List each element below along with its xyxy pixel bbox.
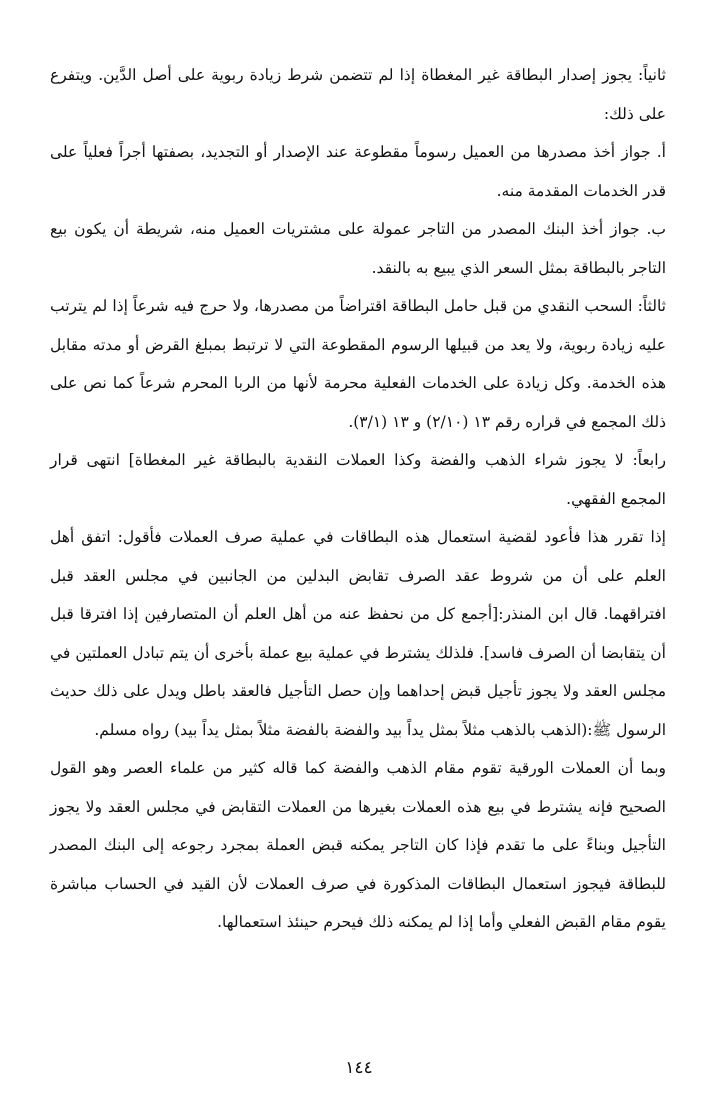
paragraph-third: ثالثاً: السحب النقدي من قبل حامل البطاقة اقتراضاً من مصدرها، ولا حرج فيه شرعاً إذا لم يترتب عليه زيادة ربوية، ولا يعد من قبيلها الرسوم المقطوعة التي لا ترتبط بمبلغ القرض أو مدته مقابل هذه الخدمة. وكل زيادة على الخدمات الفعلية محرمة لأنها من الربا المحرم شرعاً كما نص على ذلك المجمع في قراره رقم ١٣ (٢/١٠) و ١٣ (٣/١). (50, 297, 666, 431)
paragraph-second: ثانياً: يجوز إصدار البطاقة غير المغطاة إذا لم تتضمن شرط زيادة ربوية على أصل الدَّين. ويتفرع على ذلك: (50, 66, 666, 123)
paragraph-conclusion: وبما أن العملات الورقية تقوم مقام الذهب والفضة كما قاله كثير من علماء العصر وهو القول الصحيح فإنه يشترط في بيع هذه العملات بغيرها من العملات التقابض في مجلس العقد ولا يجوز التأجيل وبناءً على ما تقدم فإذا كان التاجر يمكنه قبض العملة بمجرد رجوعه إلى البنك المصدر للبطاقة فيجوز استعمال البطاقات المذكورة في صرف العملات لأن القيد في الحساب مباشرة يقوم مقام القبض الفعلي وأما إذا لم يمكنه ذلك فيحرم حينئذ استعمالها. (50, 759, 666, 931)
paragraph-discussion: إذا تقرر هذا فأعود لقضية استعمال هذه البطاقات في عملية صرف العملات فأقول: اتفق أهل العلم على أن من شروط عقد الصرف تقابض البدلين من الجانبين في مجلس العقد قبل افتراقهما. قال ابن المنذر:[أجمع كل من نحفظ عنه من أهل العلم أن المتصارفين إذا افترقا قبل أن يتقابضا أن الصرف فاسد]. فلذلك يشترط في عملية بيع عملة بأخرى أن يتم تبادل العملتين في مجلس العقد ولا يجوز تأجيل قبض إحداهما وإن حصل التأجيل فالعقد باطل ويدل على ذلك حديث الرسول ﷺ:(الذهب بالذهب مثلاً بمثل يداً بيد والفضة بالفضة مثلاً بمثل يداً بيد) رواه مسلم. (50, 528, 666, 739)
paragraph-fourth: رابعاً: لا يجوز شراء الذهب والفضة وكذا العملات النقدية بالبطاقة غير المغطاة] انتهى قرار المجمع الفقهي. (50, 451, 666, 508)
paragraph-item-a: أ. جواز أخذ مصدرها من العميل رسوماً مقطوعة عند الإصدار أو التجديد، بصفتها أجراً فعلياً على قدر الخدمات المقدمة منه. (50, 143, 666, 200)
paragraph-item-b: ب. جواز أخذ البنك المصدر من التاجر عمولة على مشتريات العميل منه، شريطة أن يكون بيع التاجر بالبطاقة بمثل السعر الذي يبيع به بالنقد. (50, 220, 666, 277)
body-text (50, 56, 666, 942)
page-number: ١٤٤ (345, 1058, 373, 1078)
